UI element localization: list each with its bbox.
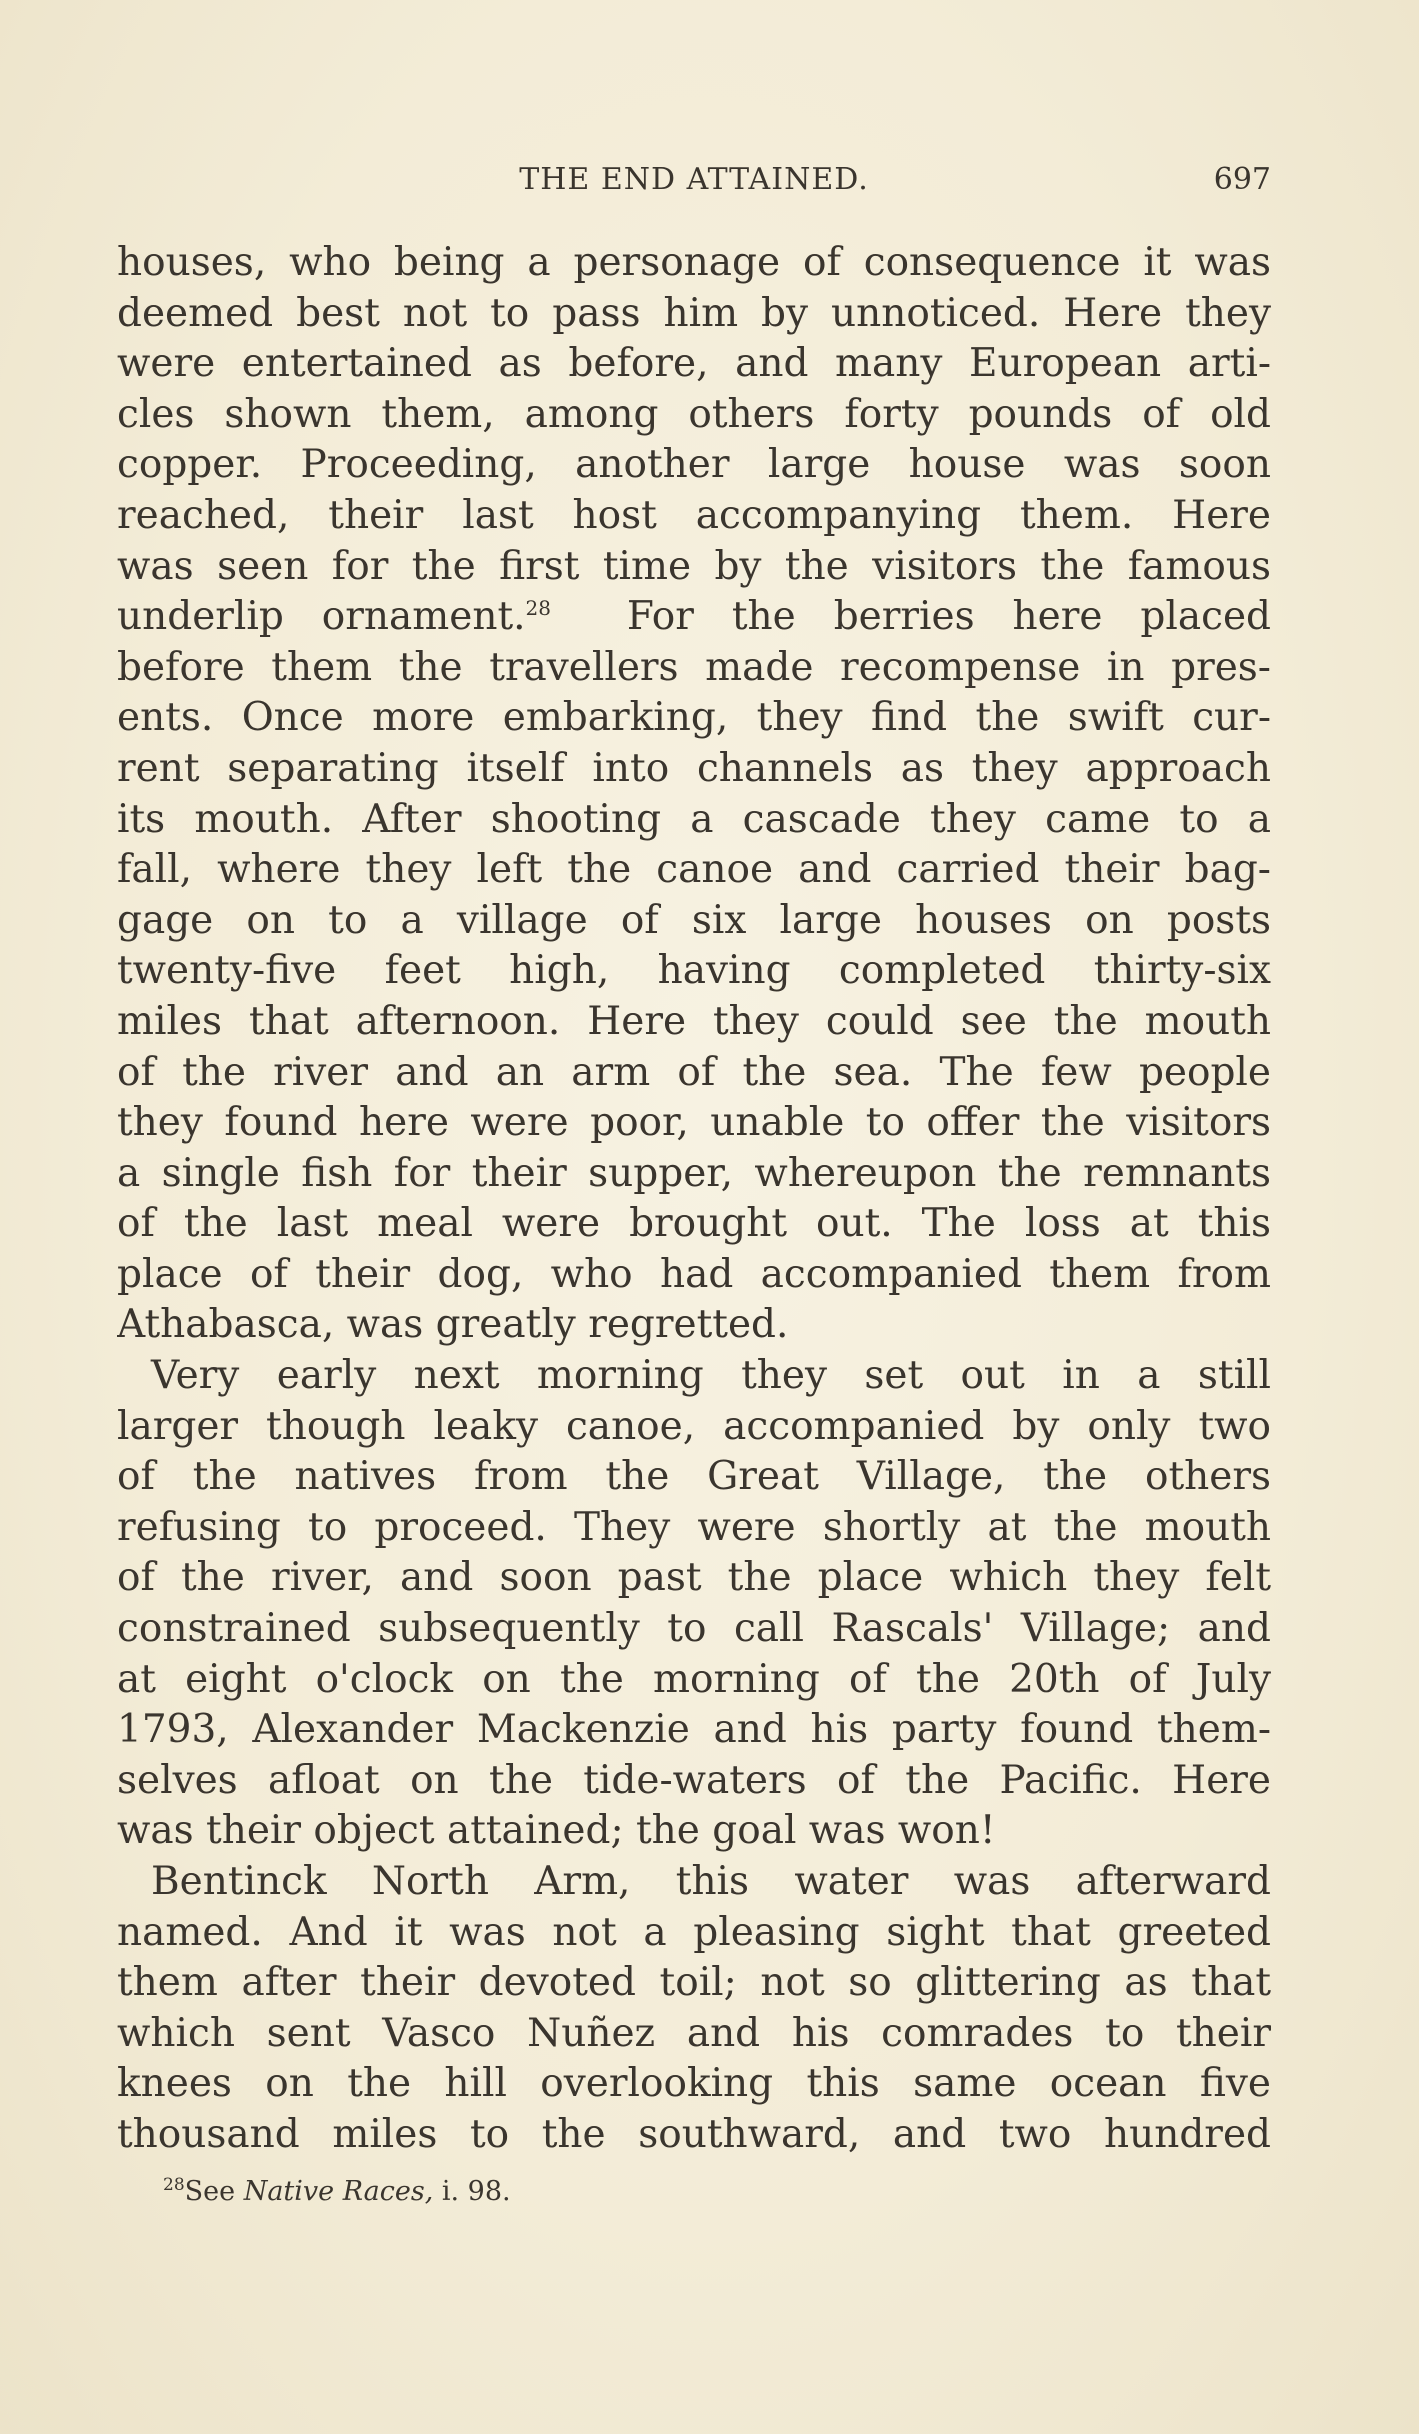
footnote-cited-title: Native Races,	[243, 2176, 434, 2207]
footnote-prefix: See	[184, 2176, 244, 2207]
text-line: they found here were poor, unable to offer the visitors	[117, 1100, 1271, 1146]
text-line: of the river and an arm of the sea. The few people	[117, 1049, 1271, 1095]
text-line: rent separating itself into channels as they approach	[117, 745, 1271, 791]
text-line: were entertained as before, and many European arti-	[117, 341, 1271, 387]
text-line: its mouth. After shooting a cascade they came to a	[117, 796, 1271, 842]
text-line: thousand miles to the southward, and two hundred	[117, 2111, 1271, 2157]
text-line: houses, who being a personage of consequence it was	[117, 240, 1271, 285]
text-line: place of their dog, who had accompanied them from	[117, 1251, 1271, 1297]
body-text	[117, 238, 1271, 2161]
text-line: a single fish for their supper, whereupon the remnants	[117, 1150, 1271, 1196]
paragraph-start-line: Very early next morning they set out in a still	[151, 1353, 1271, 1399]
text-line: miles that afternoon. Here they could see the mouth	[117, 998, 1271, 1044]
footnote	[163, 2176, 511, 2208]
page-number: 697	[1213, 162, 1271, 197]
text-line: fall, where they left the canoe and carried their bag-	[117, 847, 1271, 893]
paragraph-end-line: was their object attained; the goal was won!	[117, 1808, 996, 1854]
text-line: twenty-five feet high, having completed thirty-six	[117, 948, 1271, 994]
text-segment: underlip ornament.	[117, 594, 526, 640]
text-line-with-footnote-ref	[117, 592, 1271, 643]
text-line: 1793, Alexander Mackenzie and his party found them-	[117, 1707, 1271, 1753]
text-line: selves afloat on the tide-waters of the Pacific. Here	[117, 1757, 1271, 1803]
text-line: ents. Once more embarking, they find the swift cur-	[117, 695, 1271, 741]
text-line: which sent Vasco Nuñez and his comrades to their	[117, 2010, 1271, 2056]
text-line: was seen for the first time by the visitors the famous	[117, 543, 1271, 589]
paragraph-start-line: Bentinck North Arm, this water was afterward	[151, 1859, 1271, 1904]
text-line: at eight o'clock on the morning of the 20th of July	[117, 1656, 1271, 1702]
text-line: cles shown them, among others forty pounds of old	[117, 391, 1271, 437]
text-line: of the natives from the Great Village, the others	[117, 1454, 1271, 1500]
text-line: copper. Proceeding, another large house was soon	[117, 442, 1271, 488]
text-line: constrained subsequently to call Rascals' Village; and	[117, 1606, 1271, 1652]
text-line: gage on to a village of six large houses on posts	[117, 897, 1271, 943]
text-line: reached, their last host accompanying them. Here	[117, 492, 1271, 538]
text-line: refusing to proceed. They were shortly at the mouth	[117, 1504, 1271, 1550]
footnote-marker: 28	[163, 2175, 185, 2195]
text-line: them after their devoted toil; not so glittering as that	[117, 1960, 1271, 2006]
footnote-locator: i. 98.	[433, 2176, 511, 2207]
text-line: of the river, and soon past the place which they felt	[117, 1555, 1271, 1601]
running-head	[117, 162, 1271, 202]
text-line: named. And it was not a pleasing sight that greeted	[117, 1909, 1271, 1955]
paragraph-end-line: Athabasca, was greatly regretted.	[117, 1302, 789, 1348]
text-line: before them the travellers made recompense in pres-	[117, 644, 1271, 690]
text-line: of the last meal were brought out. The loss at this	[117, 1201, 1271, 1247]
text-segment: For the berries here placed	[550, 594, 1271, 640]
text-line: larger though leaky canoe, accompanied by only two	[117, 1403, 1271, 1449]
text-line: knees on the hill overlooking this same ocean five	[117, 2061, 1271, 2107]
text-line: deemed best not to pass him by unnoticed. Here they	[117, 290, 1271, 336]
footnote-reference: 28	[525, 596, 551, 621]
running-title: THE END ATTAINED.	[519, 162, 869, 197]
